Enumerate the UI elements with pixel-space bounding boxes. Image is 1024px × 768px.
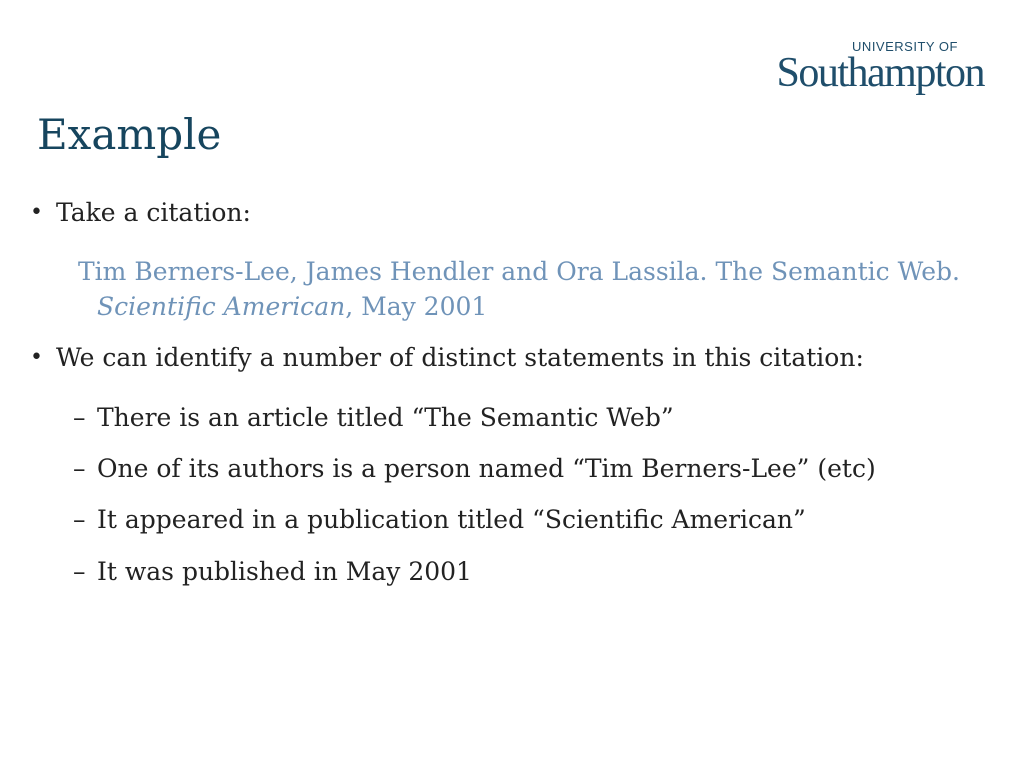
citation-line-2	[97, 290, 487, 324]
citation-date: , May 2001	[345, 292, 488, 321]
sub-item-article-title: There is an article titled “The Semantic Web”	[97, 403, 674, 432]
bullet-marker: •	[30, 200, 43, 225]
dash-marker: –	[73, 557, 86, 586]
university-logo	[739, 39, 984, 96]
dash-marker: –	[73, 505, 86, 534]
sub-item-author: One of its authors is a person named “Tim Berners-Lee” (etc)	[97, 454, 876, 483]
bullet-take-citation: Take a citation:	[56, 198, 251, 227]
bullet-distinct-statements: We can identify a number of distinct statements in this citation:	[56, 343, 864, 372]
logo-main-line: Southampton	[776, 50, 984, 96]
bullet-marker: •	[30, 345, 43, 370]
citation-line-1: Tim Berners-Lee, James Hendler and Ora Lassila. The Semantic Web.	[78, 257, 960, 286]
dash-marker: –	[73, 403, 86, 432]
citation-journal: Scientific American	[97, 292, 346, 321]
dash-marker: –	[73, 454, 86, 483]
sub-item-date: It was published in May 2001	[97, 557, 472, 586]
logo-top-line: UNIVERSITY OF	[852, 39, 958, 54]
slide-title: Example	[37, 110, 222, 159]
sub-item-publication: It appeared in a publication titled “Scientific American”	[97, 505, 806, 534]
